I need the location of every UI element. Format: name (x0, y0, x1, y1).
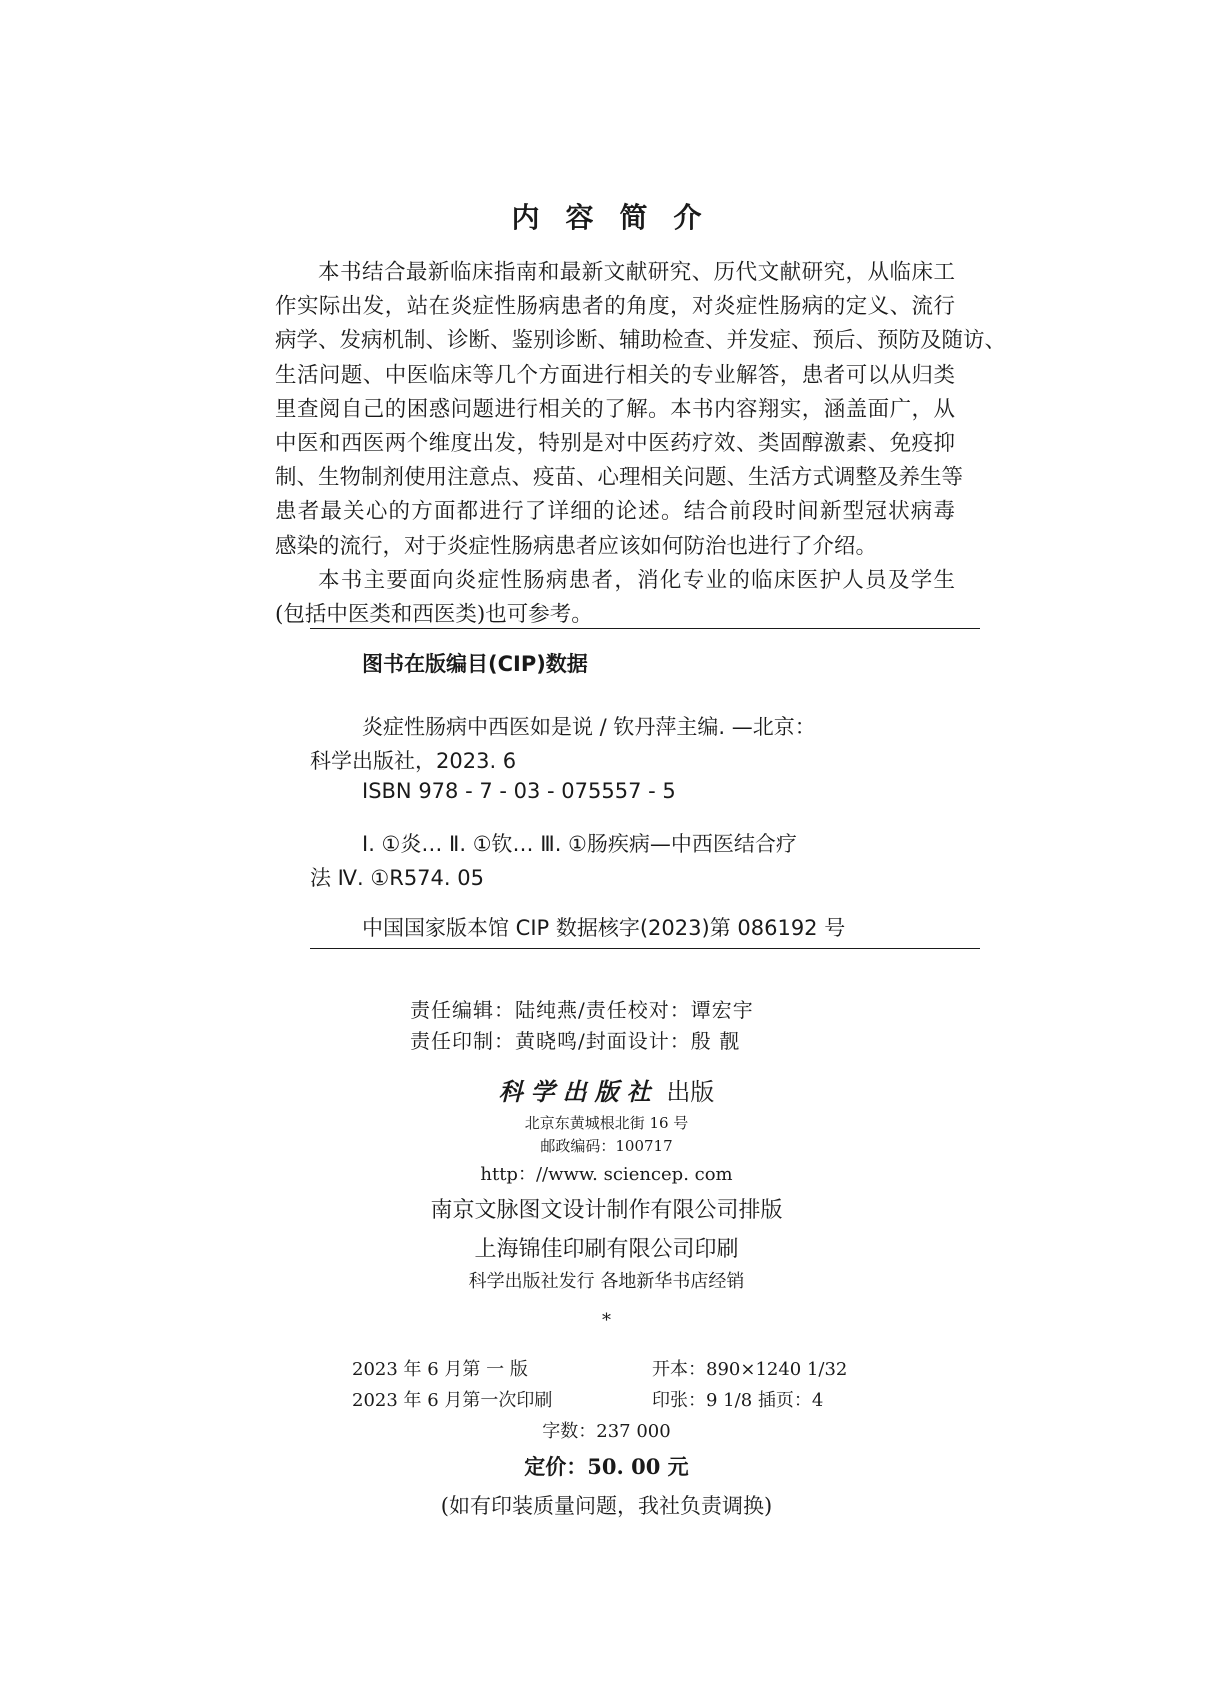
summary-line: 生活问题、中医临床等几个方面进行相关的专业解答，患者可以从归类 (275, 362, 955, 388)
cip-classification-line: Ⅰ. ①炎… Ⅱ. ①钦… Ⅲ. ①肠疾病—中西医结合疗 (362, 832, 797, 856)
distribution-line: 科学出版社发行 各地新华书店经销 (468, 1271, 745, 1292)
summary-line: 本书结合最新临床指南和最新文献研究、历代文献研究，从临床工 (318, 260, 955, 285)
format-info: 开本：890×1240 1/32 (652, 1359, 848, 1380)
summary-line: 里查阅自己的困惑问题进行相关的了解。本书内容翔实，涵盖面广，从 (275, 396, 955, 422)
edition-info: 2023 年 6 月第 一 版 (352, 1359, 528, 1380)
cip-top-rule (310, 628, 980, 629)
quality-note: (如有印装质量问题，我社负责调换) (440, 1494, 773, 1518)
summary-title: 内容简介 (511, 201, 728, 234)
summary-line: 本书主要面向炎症性肠病患者，消化专业的临床医护人员及学生 (318, 567, 955, 593)
editor-credits: 责任编辑：陆纯燕/责任校对：谭宏宇 (410, 998, 754, 1022)
cip-heading: 图书在版编目(CIP)数据 (362, 652, 588, 676)
publisher-logo: 科学出版社 (498, 1077, 659, 1106)
summary-line: 制、生物制剂使用注意点、疫苗、心理相关问题、生活方式调整及养生等 (275, 465, 964, 491)
summary-line: (包括中医类和西医类)也可参考。 (275, 601, 593, 627)
cip-bottom-rule (310, 948, 980, 949)
separator-star: * (602, 1310, 611, 1331)
cip-title-line: 炎症性肠病中西医如是说 / 钦丹萍主编. —北京： (362, 715, 816, 739)
word-count: 字数：237 000 (542, 1421, 671, 1442)
publisher-url: http：//www. sciencep. com (480, 1164, 733, 1185)
publisher-line (0, 1072, 1213, 1107)
cip-isbn: ISBN 978 - 7 - 03 - 075557 - 5 (362, 779, 676, 803)
publisher-address: 北京东黄城根北街 16 号 (524, 1114, 689, 1132)
price: 定价：50. 00 元 (524, 1454, 689, 1479)
summary-line: 感染的流行，对于炎症性肠病患者应该如何防治也进行了介绍。 (275, 533, 878, 559)
production-credits: 责任印制：黄晓鸣/封面设计：殷 靓 (410, 1029, 741, 1053)
cip-classification-line: 法 Ⅳ. ①R574. 05 (310, 866, 484, 890)
summary-line: 患者最关心的方面都进行了详细的论述。结合前段时间新型冠状病毒 (275, 499, 955, 525)
publisher-suffix: 出版 (666, 1078, 715, 1106)
publisher-postcode: 邮政编码：100717 (540, 1137, 673, 1155)
cip-verification: 中国国家版本馆 CIP 数据核字(2023)第 086192 号 (362, 916, 846, 940)
typesetter-line: 南京文脉图文设计制作有限公司排版 (430, 1198, 783, 1223)
summary-line: 作实际出发，站在炎症性肠病患者的角度，对炎症性肠病的定义、流行 (275, 294, 955, 320)
sheets-info: 印张：9 1/8 插页：4 (652, 1390, 824, 1411)
summary-line: 病学、发病机制、诊断、鉴别诊断、辅助检查、并发症、预后、预防及随访、 (275, 328, 1007, 354)
cip-publisher-line: 科学出版社，2023. 6 (310, 749, 517, 773)
printing-info: 2023 年 6 月第一次印刷 (352, 1390, 553, 1411)
summary-line: 中医和西医两个维度出发，特别是对中医药疗效、类固醇激素、免疫抑 (275, 430, 955, 456)
summary-body (275, 256, 1007, 632)
printer-line: 上海锦佳印刷有限公司印刷 (474, 1237, 739, 1262)
